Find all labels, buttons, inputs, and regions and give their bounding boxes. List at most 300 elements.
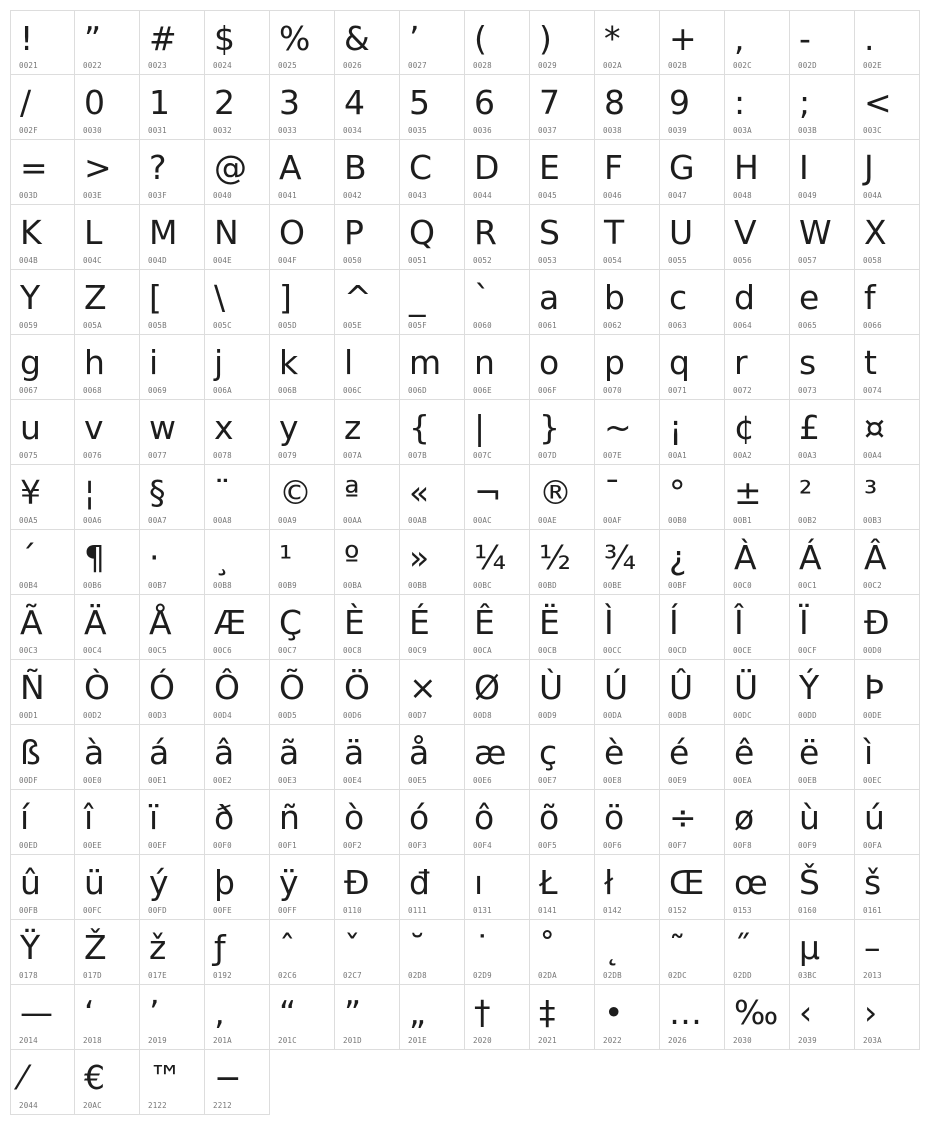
glyph-char: Ô: [214, 668, 240, 707]
glyph-cell: [270, 920, 335, 985]
glyph-codepoint: 00F5: [538, 841, 557, 850]
glyph-codepoint: 00E5: [408, 776, 427, 785]
glyph-char: –: [864, 928, 881, 967]
glyph-cell: [530, 75, 595, 140]
glyph-char: u: [20, 408, 41, 447]
glyph-codepoint: 00CF: [798, 646, 817, 655]
glyph-codepoint: 2026: [668, 1036, 687, 1045]
glyph-codepoint: 00D1: [19, 711, 38, 720]
glyph-cell: [270, 400, 335, 465]
glyph-char: “: [279, 993, 297, 1032]
glyph-codepoint: 00F7: [668, 841, 687, 850]
glyph-cell: [595, 270, 660, 335]
glyph-codepoint: 0041: [278, 191, 297, 200]
glyph-codepoint: 00FB: [19, 906, 38, 915]
glyph-char: î: [84, 798, 94, 837]
glyph-char: đ: [409, 863, 430, 902]
glyph-codepoint: 0053: [538, 256, 557, 265]
glyph-cell: [270, 335, 335, 400]
glyph-cell: [10, 140, 75, 205]
glyph-codepoint: 0060: [473, 321, 492, 330]
glyph-cell: [205, 205, 270, 270]
glyph-codepoint: 00DE: [863, 711, 882, 720]
glyph-char: G: [669, 148, 695, 187]
glyph-codepoint: 0034: [343, 126, 362, 135]
glyph-cell: [855, 75, 920, 140]
glyph-char: Ò: [84, 668, 110, 707]
glyph-cell: [335, 10, 400, 75]
glyph-char: ¢: [734, 408, 755, 447]
glyph-char: -: [799, 19, 811, 58]
glyph-char: z: [344, 408, 362, 447]
glyph-cell: [725, 790, 790, 855]
glyph-char: ì: [864, 733, 874, 772]
glyph-cell: [530, 465, 595, 530]
glyph-codepoint: 00EE: [83, 841, 102, 850]
glyph-codepoint: 0071: [668, 386, 687, 395]
glyph-char: ½: [539, 538, 571, 577]
glyph-codepoint: 2122: [148, 1101, 167, 1110]
glyph-codepoint: 00E7: [538, 776, 557, 785]
glyph-cell: [205, 660, 270, 725]
glyph-cell: [205, 855, 270, 920]
glyph-cell: [595, 595, 660, 660]
glyph-cell: [75, 855, 140, 920]
glyph-codepoint: 0072: [733, 386, 752, 395]
glyph-char: ]: [279, 278, 292, 317]
glyph-char: A: [279, 148, 302, 187]
glyph-char: %: [279, 19, 311, 58]
glyph-codepoint: 004A: [863, 191, 882, 200]
glyph-cell: [75, 1050, 140, 1115]
glyph-codepoint: 003C: [863, 126, 882, 135]
glyph-codepoint: 00C7: [278, 646, 297, 655]
glyph-codepoint: 002E: [863, 61, 882, 70]
glyph-codepoint: 002F: [19, 126, 38, 135]
glyph-codepoint: 00D0: [863, 646, 882, 655]
glyph-cell: [335, 855, 400, 920]
glyph-char: ã: [279, 733, 300, 772]
glyph-cell: [140, 1050, 205, 1115]
glyph-cell: [855, 530, 920, 595]
glyph-codepoint: 02D8: [408, 971, 427, 980]
glyph-codepoint: 00BD: [538, 581, 557, 590]
glyph-char: Ð: [864, 603, 890, 642]
glyph-char: ˆ: [279, 928, 296, 967]
glyph-cell: [660, 660, 725, 725]
glyph-codepoint: 2020: [473, 1036, 492, 1045]
glyph-char: œ: [734, 863, 768, 902]
glyph-cell: [855, 595, 920, 660]
glyph-cell: [140, 335, 205, 400]
glyph-cell: [75, 270, 140, 335]
glyph-codepoint: 0062: [603, 321, 622, 330]
glyph-char: „: [409, 993, 427, 1032]
glyph-codepoint: 0131: [473, 906, 492, 915]
glyph-codepoint: 00A7: [148, 516, 167, 525]
glyph-codepoint: 00C9: [408, 646, 427, 655]
glyph-cell: [595, 790, 660, 855]
glyph-cell: [140, 790, 205, 855]
glyph-codepoint: 00FA: [863, 841, 882, 850]
glyph-cell: [465, 790, 530, 855]
glyph-char: T: [604, 213, 625, 252]
glyph-codepoint: 0047: [668, 191, 687, 200]
glyph-char: ö: [604, 798, 625, 837]
glyph-cell: [75, 790, 140, 855]
glyph-codepoint: 0036: [473, 126, 492, 135]
glyph-cell: [855, 920, 920, 985]
glyph-char: N: [214, 213, 239, 252]
glyph-char: à: [84, 733, 105, 772]
glyph-codepoint: 007C: [473, 451, 492, 460]
glyph-codepoint: 0073: [798, 386, 817, 395]
glyph-codepoint: 0152: [668, 906, 687, 915]
glyph-codepoint: 002A: [603, 61, 622, 70]
glyph-cell: [75, 400, 140, 465]
glyph-codepoint: 003F: [148, 191, 167, 200]
glyph-cell: [465, 725, 530, 790]
glyph-char: Ü: [734, 668, 759, 707]
glyph-char: Z: [84, 278, 107, 317]
glyph-cell: [400, 205, 465, 270]
glyph-codepoint: 00EB: [798, 776, 817, 785]
glyph-char: R: [474, 213, 497, 252]
glyph-cell: [465, 10, 530, 75]
glyph-cell: [530, 920, 595, 985]
glyph-cell: [400, 595, 465, 660]
glyph-char: l: [344, 343, 354, 382]
glyph-codepoint: 0063: [668, 321, 687, 330]
glyph-cell: [335, 465, 400, 530]
glyph-char: ü: [84, 863, 105, 902]
glyph-char: å: [409, 733, 430, 772]
glyph-codepoint: 00FC: [83, 906, 102, 915]
glyph-codepoint: 00BE: [603, 581, 622, 590]
glyph-codepoint: 017D: [83, 971, 102, 980]
glyph-cell: [400, 530, 465, 595]
glyph-cell: [465, 920, 530, 985]
glyph-codepoint: 0153: [733, 906, 752, 915]
glyph-codepoint: 006A: [213, 386, 232, 395]
glyph-codepoint: 0049: [798, 191, 817, 200]
glyph-codepoint: 006F: [538, 386, 557, 395]
glyph-cell: [660, 725, 725, 790]
glyph-codepoint: 0045: [538, 191, 557, 200]
glyph-char: ,: [734, 19, 745, 58]
glyph-cell: [10, 400, 75, 465]
glyph-codepoint: 005A: [83, 321, 102, 330]
glyph-codepoint: 0065: [798, 321, 817, 330]
glyph-cell: [75, 725, 140, 790]
glyph-cell: [855, 660, 920, 725]
glyph-cell: [790, 530, 855, 595]
glyph-codepoint: 0029: [538, 61, 557, 70]
glyph-codepoint: 004F: [278, 256, 297, 265]
glyph-codepoint: 0044: [473, 191, 492, 200]
glyph-cell: [400, 10, 465, 75]
glyph-codepoint: 00B0: [668, 516, 687, 525]
glyph-char: Ê: [474, 603, 495, 642]
glyph-char: p: [604, 343, 625, 382]
glyph-cell: [725, 530, 790, 595]
glyph-char: ¨: [214, 473, 231, 512]
glyph-codepoint: 2018: [83, 1036, 102, 1045]
glyph-char: J: [864, 148, 874, 187]
glyph-char: ¶: [84, 538, 105, 577]
glyph-cell: [335, 595, 400, 660]
glyph-cell: [530, 855, 595, 920]
glyph-codepoint: 00FD: [148, 906, 167, 915]
glyph-char: ’: [409, 19, 420, 58]
glyph-codepoint: 00C2: [863, 581, 882, 590]
glyph-char: (: [474, 19, 487, 58]
glyph-codepoint: 0068: [83, 386, 102, 395]
glyph-char: V: [734, 213, 757, 252]
glyph-cell: [270, 660, 335, 725]
glyph-codepoint: 00C1: [798, 581, 817, 590]
glyph-codepoint: 00A3: [798, 451, 817, 460]
glyph-char: ı: [474, 863, 484, 902]
glyph-cell: [75, 10, 140, 75]
glyph-cell: [660, 140, 725, 205]
glyph-codepoint: 00C0: [733, 581, 752, 590]
glyph-codepoint: 20AC: [83, 1101, 102, 1110]
glyph-char: ’: [149, 993, 160, 1032]
glyph-char: Î: [734, 603, 744, 642]
glyph-codepoint: 00B8: [213, 581, 232, 590]
glyph-char: Ú: [604, 668, 629, 707]
glyph-cell: [270, 595, 335, 660]
glyph-codepoint: 0061: [538, 321, 557, 330]
glyph-codepoint: 02DC: [668, 971, 687, 980]
glyph-char: ä: [344, 733, 365, 772]
glyph-cell: [725, 725, 790, 790]
glyph-codepoint: 0024: [213, 61, 232, 70]
glyph-cell: [595, 75, 660, 140]
glyph-char: Ì: [604, 603, 614, 642]
glyph-cell: [400, 660, 465, 725]
glyph-codepoint: 00A5: [19, 516, 38, 525]
glyph-cell: [270, 985, 335, 1050]
glyph-char: ¡: [669, 408, 683, 447]
glyph-char: x: [214, 408, 234, 447]
glyph-cell: [75, 140, 140, 205]
glyph-char: Ö: [344, 668, 370, 707]
glyph-cell: [660, 465, 725, 530]
glyph-codepoint: 00F0: [213, 841, 232, 850]
glyph-cell: [10, 75, 75, 140]
glyph-char: ¯: [604, 473, 621, 512]
glyph-codepoint: 004D: [148, 256, 167, 265]
glyph-codepoint: 0022: [83, 61, 102, 70]
glyph-char: ^: [344, 278, 372, 317]
glyph-cell: [725, 465, 790, 530]
glyph-cell: [530, 205, 595, 270]
glyph-cell: [10, 530, 75, 595]
glyph-cell: [205, 270, 270, 335]
glyph-cell: [270, 790, 335, 855]
glyph-cell: [530, 725, 595, 790]
glyph-char: w: [149, 408, 176, 447]
glyph-char: ž: [149, 928, 167, 967]
glyph-codepoint: 2021: [538, 1036, 557, 1045]
glyph-codepoint: 00FF: [278, 906, 297, 915]
glyph-codepoint: 00DD: [798, 711, 817, 720]
glyph-char: ×: [409, 668, 437, 707]
glyph-codepoint: 0021: [19, 61, 38, 70]
glyph-char: £: [799, 408, 820, 447]
glyph-codepoint: 00ED: [19, 841, 38, 850]
glyph-char: þ: [214, 863, 235, 902]
glyph-cell: [270, 465, 335, 530]
glyph-char: ⁄: [20, 1058, 26, 1097]
glyph-codepoint: 201D: [343, 1036, 362, 1045]
glyph-cell: [10, 1050, 75, 1115]
glyph-cell: [595, 400, 660, 465]
glyph-codepoint: 0031: [148, 126, 167, 135]
glyph-cell: [205, 10, 270, 75]
glyph-char: Ñ: [20, 668, 45, 707]
glyph-codepoint: 00BB: [408, 581, 427, 590]
glyph-char: Ø: [474, 668, 500, 707]
glyph-cell: [855, 10, 920, 75]
glyph-char: =: [20, 148, 48, 187]
glyph-char: ˙: [474, 928, 491, 967]
glyph-codepoint: 00CD: [668, 646, 687, 655]
glyph-codepoint: 02DA: [538, 971, 557, 980]
glyph-codepoint: 00BF: [668, 581, 687, 590]
glyph-codepoint: 0058: [863, 256, 882, 265]
glyph-char: U: [669, 213, 694, 252]
glyph-cell: [10, 920, 75, 985]
glyph-cell: [205, 790, 270, 855]
glyph-char: ÷: [669, 798, 697, 837]
glyph-char: Œ: [669, 863, 705, 902]
glyph-cell: [335, 725, 400, 790]
glyph-codepoint: 0032: [213, 126, 232, 135]
glyph-cell: [465, 270, 530, 335]
glyph-codepoint: 0178: [19, 971, 38, 980]
glyph-char: D: [474, 148, 500, 187]
glyph-cell: [855, 790, 920, 855]
glyph-char: j: [214, 343, 224, 382]
glyph-char: Í: [669, 603, 679, 642]
glyph-codepoint: 0064: [733, 321, 752, 330]
glyph-cell: [335, 920, 400, 985]
glyph-char: M: [149, 213, 178, 252]
glyph-codepoint: 00E2: [213, 776, 232, 785]
glyph-codepoint: 00C8: [343, 646, 362, 655]
glyph-char: Õ: [279, 668, 305, 707]
glyph-char: ³: [864, 473, 878, 512]
glyph-codepoint: 00E8: [603, 776, 622, 785]
glyph-cell: [465, 595, 530, 660]
glyph-codepoint: 004C: [83, 256, 102, 265]
glyph-codepoint: 00F1: [278, 841, 297, 850]
glyph-char: ç: [539, 733, 558, 772]
glyph-cell: [595, 335, 660, 400]
glyph-cell: [595, 920, 660, 985]
glyph-codepoint: 0057: [798, 256, 817, 265]
glyph-char: ¦: [84, 473, 96, 512]
glyph-char: W: [799, 213, 832, 252]
glyph-codepoint: 00B6: [83, 581, 102, 590]
glyph-cell: [10, 10, 75, 75]
glyph-cell: [75, 595, 140, 660]
glyph-char: ”: [344, 993, 362, 1032]
glyph-char: $: [214, 19, 235, 58]
glyph-codepoint: 0067: [19, 386, 38, 395]
glyph-codepoint: 00AE: [538, 516, 557, 525]
glyph-codepoint: 00EA: [733, 776, 752, 785]
glyph-codepoint: 00A6: [83, 516, 102, 525]
glyph-cell: [270, 270, 335, 335]
glyph-char: è: [604, 733, 625, 772]
glyph-codepoint: 0069: [148, 386, 167, 395]
glyph-cell: [855, 985, 920, 1050]
glyph-cell: [335, 530, 400, 595]
glyph-cell: [335, 335, 400, 400]
glyph-char: c: [669, 278, 688, 317]
glyph-codepoint: 00D7: [408, 711, 427, 720]
glyph-char: E: [539, 148, 560, 187]
glyph-char: ù: [799, 798, 820, 837]
glyph-char: a: [539, 278, 560, 317]
glyph-char: ”: [84, 19, 102, 58]
glyph-codepoint: 00D4: [213, 711, 232, 720]
glyph-char: ;: [799, 83, 811, 122]
glyph-char: ¿: [669, 538, 687, 577]
glyph-char: ÿ: [279, 863, 299, 902]
glyph-char: Þ: [864, 668, 884, 707]
glyph-char: |: [474, 408, 486, 447]
glyph-cell: [10, 790, 75, 855]
glyph-char: `: [474, 278, 491, 317]
glyph-codepoint: 00FE: [213, 906, 232, 915]
glyph-codepoint: 0052: [473, 256, 492, 265]
glyph-char: ‡: [539, 993, 556, 1032]
glyph-cell: [270, 725, 335, 790]
glyph-codepoint: 005F: [408, 321, 427, 330]
glyph-codepoint: 0046: [603, 191, 622, 200]
glyph-char: H: [734, 148, 759, 187]
glyph-codepoint: 005E: [343, 321, 362, 330]
glyph-codepoint: 004E: [213, 256, 232, 265]
glyph-codepoint: 005D: [278, 321, 297, 330]
glyph-codepoint: 0077: [148, 451, 167, 460]
glyph-codepoint: 00AA: [343, 516, 362, 525]
glyph-char: n: [474, 343, 495, 382]
glyph-char: Ã: [20, 603, 43, 642]
glyph-codepoint: 00A1: [668, 451, 687, 460]
glyph-char: ñ: [279, 798, 300, 837]
glyph-codepoint: 006B: [278, 386, 297, 395]
glyph-cell: [465, 985, 530, 1050]
glyph-codepoint: 005C: [213, 321, 232, 330]
glyph-cell: [205, 725, 270, 790]
glyph-codepoint: 0039: [668, 126, 687, 135]
glyph-codepoint: 00A4: [863, 451, 882, 460]
glyph-cell: [10, 270, 75, 335]
glyph-codepoint: 002C: [733, 61, 752, 70]
glyph-char: 1: [149, 83, 170, 122]
glyph-char: Đ: [344, 863, 370, 902]
glyph-codepoint: 0161: [863, 906, 882, 915]
glyph-cell: [595, 140, 660, 205]
glyph-char: K: [20, 213, 42, 252]
glyph-cell: [790, 75, 855, 140]
